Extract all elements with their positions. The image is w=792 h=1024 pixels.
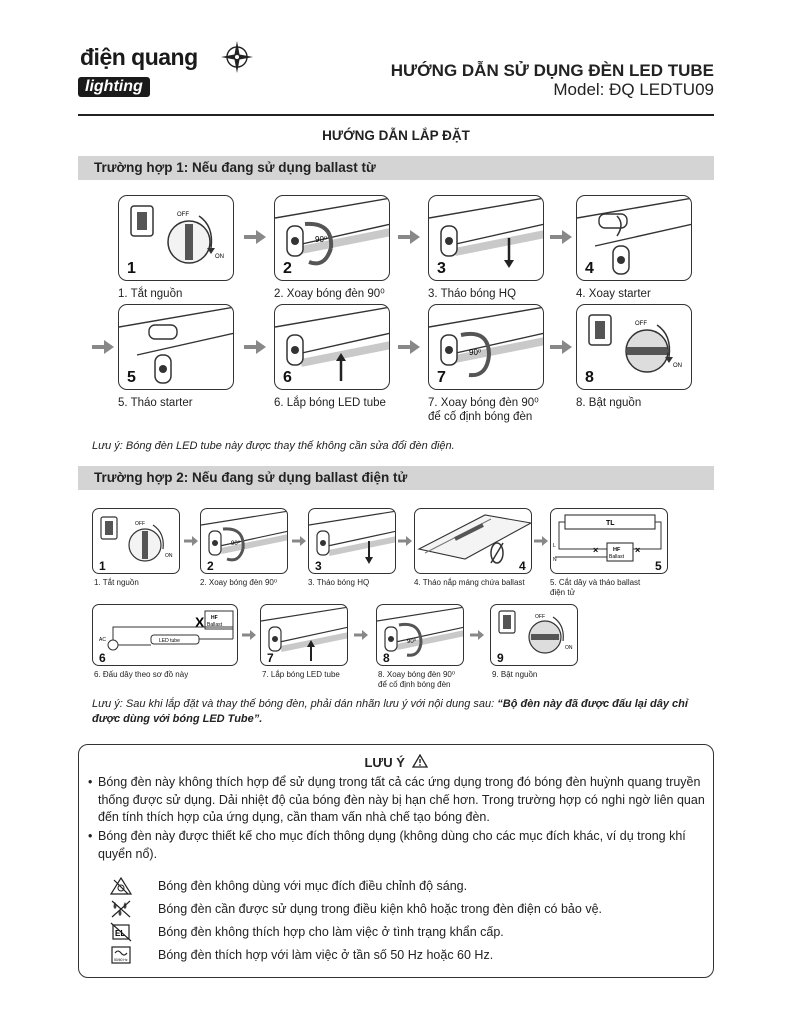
symbol-row [110, 922, 690, 942]
dry-location-icon [110, 899, 132, 919]
case2-step1-image [92, 508, 180, 574]
power-switch-icon [491, 605, 578, 666]
power-switch-icon [119, 196, 234, 281]
step-number: 2 [207, 559, 214, 573]
arrow-right-icon [398, 230, 420, 244]
case1-step8-caption: 8. Bật nguồn [576, 397, 642, 409]
power-switch-icon [93, 509, 180, 574]
step-number: 6 [283, 369, 292, 386]
case2-step2-image [200, 508, 288, 574]
arrow-right-icon [534, 536, 548, 546]
step-number: 1 [99, 559, 106, 573]
case2-title: Trường hợp 2: Nếu đang sử dụng ballast điện tử [78, 466, 714, 490]
caution-title-text: LƯU Ý [364, 755, 405, 770]
angle-label: 90⁰ [315, 235, 328, 244]
case1-step4-image [576, 195, 692, 281]
case2-step5-caption: 5. Cắt dây và tháo ballast [550, 578, 641, 587]
case2-step7-caption: 7. Lắp bóng LED tube [262, 670, 340, 679]
arrow-right-icon [398, 536, 412, 546]
caution-bullet-text: Bóng đèn này được thiết kế cho mục đích thông dụng (không dùng cho các mục đích khác, ví dụ trong khí quyển nổ). [98, 829, 686, 861]
off-label: OFF [177, 212, 189, 218]
angle-label: 90⁰ [231, 541, 241, 547]
brand-tagline: lighting [78, 77, 150, 97]
on-label: ON [215, 254, 224, 260]
case2-step4-image [414, 508, 532, 574]
case2-step8-image [376, 604, 464, 666]
off-label: OFF [635, 321, 647, 327]
caution-bullet: • Bóng đèn này được thiết kế cho mục đích thông dụng (không dùng cho các mục đích khác, ví dụ trong khí quyển nổ). [88, 828, 708, 863]
step-number: 7 [437, 369, 446, 386]
case1-step2-caption: 2. Xoay bóng đèn 90⁰ [274, 288, 385, 300]
off-label: OFF [535, 614, 545, 620]
case2-note-bold: “Bộ đèn này đã được đấu lại dây chỉ được dùng với bóng LED Tube”. [92, 698, 688, 725]
step-number: 2 [283, 260, 292, 277]
case1-step4-caption: 4. Xoay starter [576, 288, 651, 300]
svg-text:×: × [635, 545, 641, 555]
case1-step7-caption-line2: để cố định bóng đèn [428, 411, 533, 423]
case1-step2-image [274, 195, 390, 281]
case1-step5-caption: 5. Tháo starter [118, 397, 193, 409]
document-title: HƯỚNG DẪN SỬ DỤNG ĐÈN LED TUBE [390, 61, 714, 80]
ac-label: AC [99, 637, 106, 643]
on-label: ON [165, 553, 173, 559]
svg-text:X: X [195, 614, 205, 630]
arrow-right-icon [292, 536, 306, 546]
case1-step6-caption: 6. Lắp bóng LED tube [274, 397, 386, 409]
symbol-text: Bóng đèn thích hợp với làm việc ở tần số 50 Hz hoặc 60 Hz. [158, 948, 494, 962]
case2-step9-image [490, 604, 578, 666]
arrow-right-icon [242, 630, 256, 640]
case2-step9-caption: 9. Bật nguồn [492, 670, 538, 679]
angle-label: 90⁰ [469, 348, 482, 357]
l-label: L [553, 543, 556, 549]
case1-step1-caption: 1. Tắt nguồn [118, 288, 183, 300]
step-number: 9 [497, 651, 504, 665]
step-number: 4 [519, 559, 526, 573]
el-label: EL [115, 929, 126, 938]
header-divider [78, 114, 714, 116]
step-number: 3 [437, 260, 446, 277]
arrow-right-icon [92, 340, 114, 354]
step-number: 6 [99, 651, 106, 665]
step-number: 1 [127, 260, 136, 277]
ballast-label: Ballast [207, 622, 223, 628]
arrow-right-icon [184, 536, 198, 546]
arrow-right-icon [470, 630, 484, 640]
n-label: N [553, 557, 557, 563]
case1-note: Lưu ý: Bóng đèn LED tube này được thay thế không cần sửa đổi đèn điện. [92, 440, 455, 452]
case2-step8-caption-line2: để cố định bóng đèn [378, 680, 451, 689]
case1-step7-caption: 7. Xoay bóng đèn 90⁰ [428, 397, 539, 409]
tl-label: TL [606, 520, 615, 527]
symbol-text: Bóng đèn không thích hợp cho làm việc ở tình trạng khẩn cấp. [158, 925, 504, 939]
case2-step7-image [260, 604, 348, 666]
case2-note-text: Lưu ý: Sau khi lắp đặt và thay thế bóng đèn, phải dán nhãn lưu ý với nội dung sau: [92, 698, 498, 710]
no-emergency-icon [110, 922, 132, 942]
case2-step8-caption: 8. Xoay bóng đèn 90⁰ [378, 670, 456, 679]
warning-icon [412, 754, 428, 768]
caution-title [0, 754, 792, 770]
case2-step1-caption: 1. Tắt nguồn [94, 578, 139, 587]
case1-step1-image [118, 195, 234, 281]
case2-step3-image [308, 508, 396, 574]
case2-step4-caption: 4. Tháo nắp máng chứa ballast [414, 578, 525, 587]
section-title: HƯỚNG DẪN LẮP ĐẶT [322, 128, 470, 143]
caution-bullet-text: Bóng đèn này không thích hợp để sử dụng trong tất cả các ứng dụng trong đó bóng đèn huỳnh quang truyền thống được sử dụng. Dải nhiệt độ của bóng đèn này bị hạn chế hơn. Trong trường hợp có nghi ngờ liên quan đến tính thích hợp của ứng dụng, cần tham vấn nhà chế tạo bóng đèn. [98, 775, 705, 824]
symbol-row [110, 945, 690, 965]
case1-step8-image [576, 304, 692, 390]
frequency-icon [110, 945, 132, 965]
symbol-text: Bóng đèn không dùng với mục đích điều chỉnh độ sáng. [158, 879, 468, 893]
step-number: 5 [655, 559, 662, 573]
on-label: ON [673, 363, 682, 369]
case2-step5-caption-line2: điện tử [550, 588, 575, 597]
arrow-right-icon [354, 630, 368, 640]
model-number: Model: ĐQ LEDTU09 [553, 80, 714, 99]
symbol-row [110, 899, 690, 919]
case1-step6-image [274, 304, 390, 390]
led-tube-label: LED tube [159, 638, 180, 644]
arrow-right-icon [398, 340, 420, 354]
compass-logo-icon [220, 40, 254, 74]
on-label: ON [565, 645, 573, 651]
case1-step3-caption: 3. Tháo bóng HQ [428, 288, 517, 300]
wiring-diagram [93, 605, 238, 666]
ballast-label: Ballast [609, 554, 625, 560]
arrow-right-icon [244, 340, 266, 354]
case2-step3-caption: 3. Tháo bóng HQ [308, 578, 370, 587]
case2-note [92, 697, 712, 727]
step-number: 8 [585, 369, 594, 386]
svg-text:×: × [593, 545, 599, 555]
brand-name: điện quang [80, 44, 198, 70]
caution-bullet: • Bóng đèn này không thích hợp để sử dụng trong tất cả các ứng dụng trong đó bóng đèn huỳnh quang truyền thống được sử dụng. Dải nhiệt độ của bóng đèn này bị hạn chế hơn. Trong trường hợp có nghi ngờ liên quan đến tính thích hợp của ứng dụng, cần tham vấn nhà chế tạo bóng đèn. [88, 774, 708, 827]
frequency-label: 50/60 Hz [114, 958, 128, 962]
step-number: 4 [585, 260, 594, 277]
step-number: 5 [127, 369, 136, 386]
step-number: 7 [267, 651, 274, 665]
case2-step2-caption: 2. Xoay bóng đèn 90⁰ [200, 578, 278, 587]
no-dimming-icon [110, 876, 132, 896]
power-switch-icon [577, 305, 692, 390]
case2-step5-image [550, 508, 668, 574]
symbol-text: Bóng đèn cần được sử dụng trong điều kiện khô hoặc trong đèn điện có bảo vệ. [158, 902, 602, 916]
step-number: 3 [315, 559, 322, 573]
arrow-right-icon [550, 340, 572, 354]
case1-step7-image [428, 304, 544, 390]
angle-label: 90⁰ [407, 639, 417, 645]
case1-step3-image [428, 195, 544, 281]
arrow-right-icon [550, 230, 572, 244]
hf-label: HF [211, 615, 218, 621]
case2-step6-image [92, 604, 238, 666]
step-number: 8 [383, 651, 390, 665]
off-label: OFF [135, 521, 145, 527]
hf-label: HF [613, 547, 621, 553]
case1-step5-image [118, 304, 234, 390]
case1-title: Trường hợp 1: Nếu đang sử dụng ballast từ [78, 156, 714, 180]
arrow-right-icon [244, 230, 266, 244]
case2-step6-caption: 6. Đấu dây theo sơ đồ này [94, 670, 189, 679]
symbol-row [110, 876, 690, 896]
